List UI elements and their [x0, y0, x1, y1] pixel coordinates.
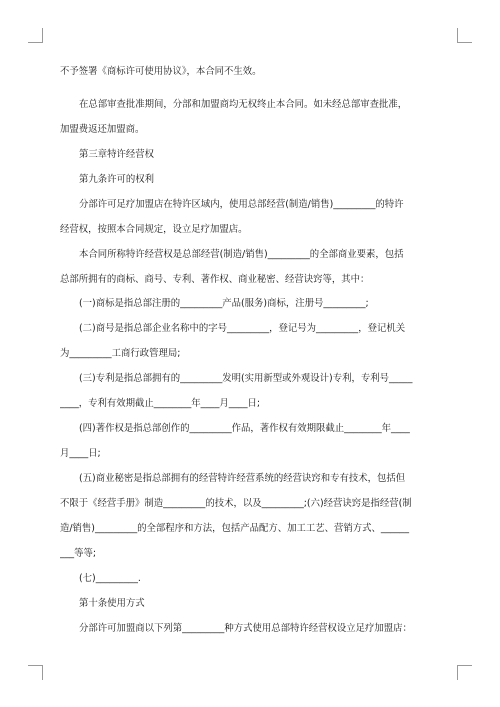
paragraph-line: (五)商业秘密是指总部拥有的经营特许经营系统的经营诀窍和专有技术，包括但 — [79, 473, 406, 484]
paragraph-line: 在总部审查批准期间，分部和加盟商均无权终止本合同。如未经总部审查批准， — [79, 99, 408, 110]
paragraph-line: 第十条使用方式 — [79, 598, 145, 609]
paragraph-line: 第九条许可的权利 — [79, 174, 155, 185]
paragraph-line: ____，专利有效期截止________年____月____日; — [60, 398, 261, 409]
paragraph-line: 造/销售)_________的全部程序和方法，包括产品配方、加工工艺、营销方式、______ — [60, 523, 410, 534]
crop-mark-top-right — [457, 28, 472, 43]
paragraph-line: 分部许可加盟商以下列第_________种方式使用总部特许经营权设立足疗加盟店： — [79, 623, 412, 634]
paragraph-line: 分部许可足疗加盟店在特许区域内，使用总部经营(制造/销售)_________的特许 — [79, 199, 404, 210]
paragraph-line: (四)著作权是指总部创作的_________作品，著作权有效期限截止________年____ — [79, 423, 410, 434]
paragraph-line: 加盟费返还加盟商。 — [60, 124, 145, 135]
paragraph-line: 为_________工商行政管理局; — [60, 348, 181, 359]
paragraph-line: 第三章特许经营权 — [79, 149, 155, 160]
paragraph-line: 不予签署《商标许可使用协议》，本合同不生效。 — [60, 66, 262, 77]
paragraph-line: 不限于《经营手册》制造_________的技术，以及_________;(六)经营诀窍是指经营(制 — [60, 498, 412, 509]
paragraph-line: 本合同所称特许经营权是总部经营(制造/销售)_________的全部商业要素，包括 — [79, 249, 404, 260]
crop-mark-top-left — [28, 28, 43, 43]
crop-mark-bottom-left — [28, 665, 43, 680]
paragraph-line: 经营权，按照本合同规定，设立足疗加盟店。 — [60, 224, 248, 235]
paragraph-line: (一)商标是指总部注册的_________产品(服务)商标，注册号_________; — [79, 298, 369, 309]
paragraph-line: 月____日; — [60, 448, 101, 459]
paragraph-line: (七)_________. — [79, 573, 141, 584]
crop-mark-bottom-right — [457, 665, 472, 680]
paragraph-line: (三)专利是指总部拥有的_________发明(实用新型或外观设计)专利，专利号_____ — [79, 373, 413, 384]
paragraph-line: 总部所拥有的商标、商号、专利、著作权、商业秘密、经营诀窍等，其中： — [60, 274, 370, 285]
paragraph-line: ___等等; — [60, 548, 96, 559]
paragraph-line: (二)商号是指总部企业名称中的字号_________，登记号为_________，登记机关 — [79, 323, 406, 334]
